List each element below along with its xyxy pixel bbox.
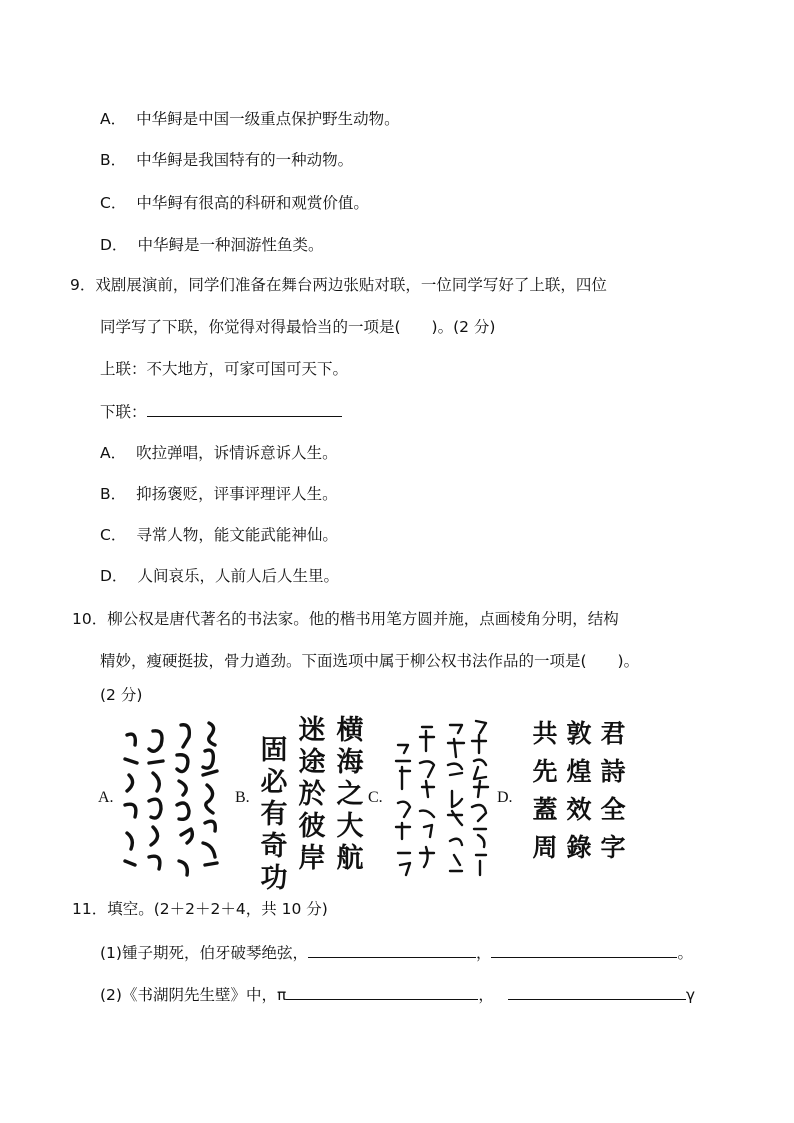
option-text: 抑扬褒贬，评事评理评人生。: [136, 485, 338, 503]
q10-score: (2 分): [100, 686, 143, 704]
end-mark: γ: [685, 986, 696, 1004]
question-stem: 戏剧展演前，同学们准备在舞台两边张贴对联，一位同学写好了上联，四位: [95, 276, 607, 294]
item-prefix: (2)《书湖阴先生壁》中，: [100, 986, 277, 1004]
char: 錄: [566, 833, 592, 862]
q9-option-b: [100, 483, 338, 505]
char: 彼: [298, 811, 326, 842]
char: 海: [336, 747, 364, 778]
question-number: 11．: [72, 900, 108, 918]
char: 迷: [298, 715, 326, 746]
option-text: 中华鲟有很高的科研和观赏价值。: [136, 194, 369, 212]
option-text: 中华鲟是我国特有的一种动物。: [136, 151, 354, 169]
char: 先: [532, 757, 558, 786]
char: 字: [600, 833, 626, 862]
char: 必: [260, 767, 288, 798]
question-number: 9．: [70, 276, 96, 294]
running-script-drawing: [392, 715, 496, 885]
option-text: 中华鲟是一种洄游性鱼类。: [137, 236, 324, 254]
q11-item2: [100, 982, 695, 1006]
answer-blank[interactable]: [491, 940, 677, 958]
q9-stem-line2: 同学写了下联，你觉得对得最恰当的一项是( )。(2 分): [100, 318, 496, 336]
q9-lower-couplet: [100, 399, 342, 423]
option-letter: B．: [100, 485, 127, 503]
q9-upper-couplet: 上联：不大地方，可家可国可天下。: [100, 360, 349, 378]
char: 敦: [566, 719, 592, 748]
char: 途: [298, 747, 326, 778]
calligraphy-image-d: [525, 715, 631, 885]
option-letter: C．: [100, 194, 127, 212]
q8-option-d: [100, 234, 323, 256]
calligraphy-options: [95, 715, 635, 894]
option-letter: A．: [100, 444, 127, 462]
image-label-a: A.: [98, 789, 114, 806]
char: 詩: [600, 757, 626, 786]
char: 共: [532, 719, 558, 748]
q8-option-b: [100, 149, 353, 171]
answer-blank[interactable]: [508, 982, 686, 1000]
mark: π: [276, 986, 287, 1004]
q9-option-c: [100, 524, 338, 546]
separator: ，: [478, 986, 494, 1004]
option-letter: A．: [100, 110, 127, 128]
option-letter: D．: [100, 567, 128, 585]
option-letter: C．: [100, 526, 127, 544]
option-letter: D．: [100, 236, 128, 254]
char: 於: [298, 779, 326, 810]
cursive-script-drawing: [119, 715, 229, 885]
q9-option-d: [100, 565, 339, 587]
image-label-b: B.: [235, 789, 250, 806]
char: 周: [532, 833, 558, 862]
answer-blank[interactable]: [286, 982, 478, 1000]
q11-stem: [72, 898, 328, 920]
item-prefix: (1)锺子期死，伯牙破琴绝弦，: [100, 944, 308, 962]
question-stem: 填空。(2＋2＋2＋4，共 10 分): [107, 900, 328, 918]
char: 煌: [566, 757, 592, 786]
char: 大: [336, 811, 364, 842]
calligraphy-image-c: [392, 715, 496, 885]
image-label-c: C.: [368, 789, 383, 806]
char: 奇: [260, 831, 288, 862]
separator: ，: [475, 944, 492, 962]
char: 横: [336, 715, 364, 746]
q8-option-c: [100, 192, 369, 214]
answer-blank[interactable]: [147, 399, 342, 417]
answer-blank[interactable]: [308, 940, 476, 958]
image-label-d: D.: [497, 789, 513, 806]
q10-stem-line1: [72, 608, 619, 630]
q9-option-a: [100, 442, 338, 464]
option-text: 寻常人物，能文能武能神仙。: [136, 526, 338, 544]
char: 君: [600, 719, 626, 748]
question-stem: 柳公权是唐代著名的书法家。他的楷书用笔方圆并施，点画棱角分明，结构: [107, 610, 619, 628]
calligraphy-image-a: [119, 715, 229, 885]
q9-stem-line1: [70, 274, 607, 296]
char: 岸: [298, 843, 326, 874]
lower-label: 下联：: [100, 403, 147, 421]
end-mark: 。: [677, 944, 693, 962]
q11-item1: [100, 940, 693, 964]
calligraphy-image-b: [257, 715, 369, 894]
char: 之: [336, 779, 364, 810]
option-letter: B．: [100, 151, 127, 169]
char: 航: [336, 843, 364, 874]
option-text: 吹拉弹唱，诉情诉意诉人生。: [136, 444, 338, 462]
char: 固: [260, 735, 288, 766]
char: 蓋: [532, 795, 558, 824]
option-text: 人间哀乐，人前人后人生里。: [137, 567, 339, 585]
q10-stem-line2: 精妙，瘦硬挺拔，骨力遒劲。下面选项中属于柳公权书法作品的一项是( )。: [100, 652, 640, 670]
option-text: 中华鲟是中国一级重点保护野生动物。: [136, 110, 400, 128]
char: 功: [260, 863, 288, 894]
char: 效: [566, 795, 592, 824]
q8-option-a: [100, 108, 400, 130]
question-number: 10．: [72, 610, 108, 628]
char: 有: [260, 799, 288, 830]
char: 全: [600, 795, 626, 824]
